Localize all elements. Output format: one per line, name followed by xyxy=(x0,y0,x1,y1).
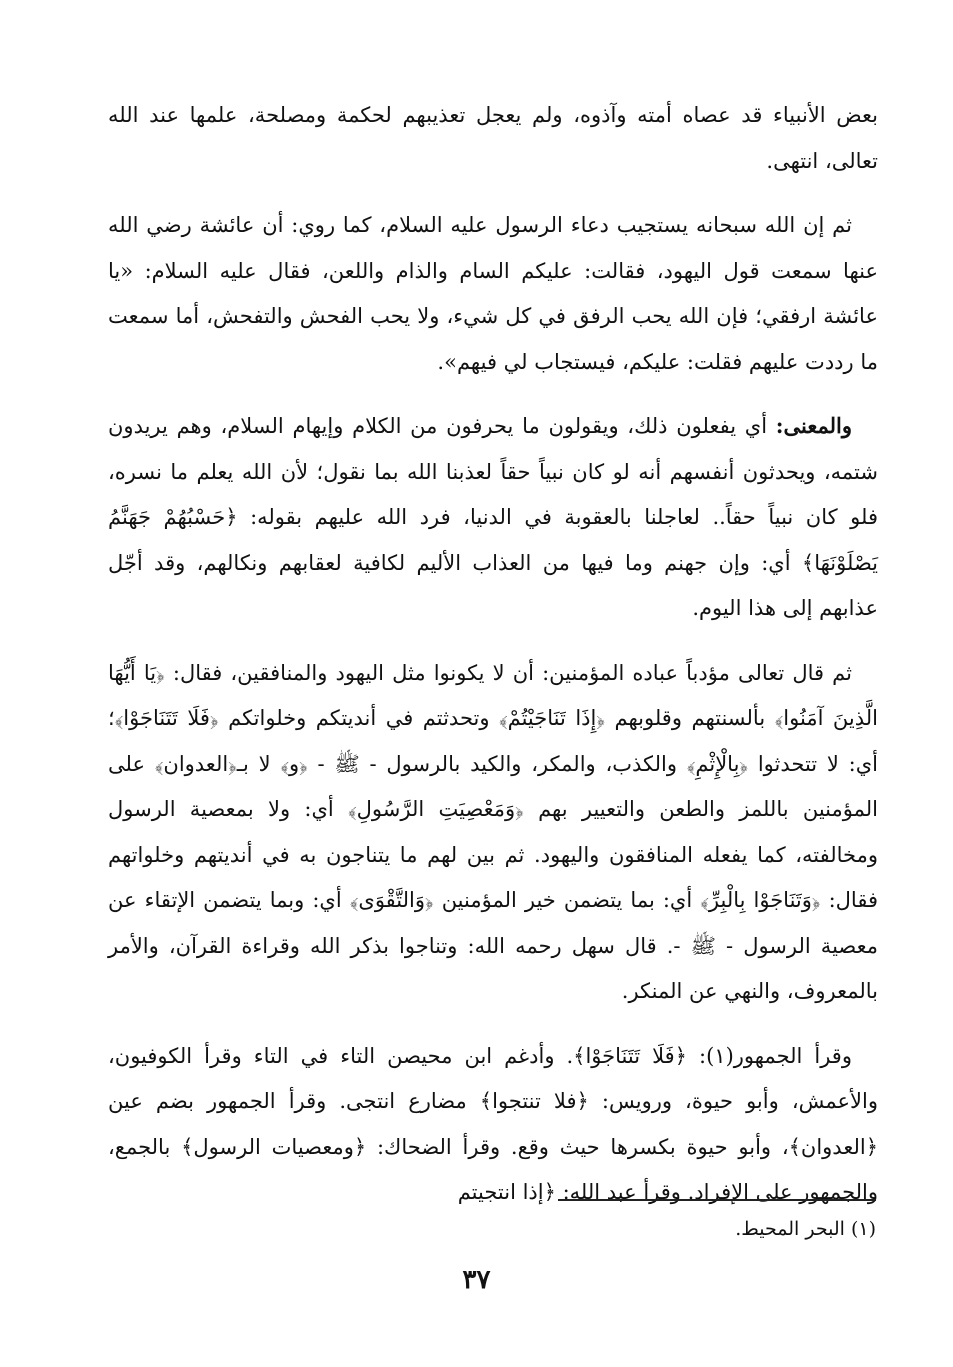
paragraph-1-text: بعض الأنبياء قد عصاه أمته وآذوه، ولم يعجل تعذيبهم لحكمة ومصلحة، علمها عند الله تعالى، انتهى. xyxy=(108,103,878,173)
paragraph-3-lead: والمعنى: xyxy=(775,413,852,438)
paragraph-4 xyxy=(108,650,878,1015)
paragraph-3-text: أي يفعلون ذلك، ويقولون ما يحرفون من الكلام وإيهام السلام، وهم يريدون شتمه، ويحدثون أنفسهم أنه لو كان نبياً حقاً لعذبنا الله بما نقول؛ لأن الله يعلم ما نسره، فلو كان نبياً حقاً.. لعاجلنا بالعقوبة في الدنيا، فرد الله عليهم بقوله: ﴿حَسْبُهُمْ جَهَنَّمُ يَصْلَوْنَهَا﴾ أي: وإن جهنم وما فيها من العذاب الأليم لكافية لعقابهم ونكالهم، وقد أجّل عذابهم إلى هذا اليوم. xyxy=(108,414,878,620)
footnote-separator xyxy=(558,1199,876,1201)
paragraph-3 xyxy=(108,403,878,632)
page-number: ٣٧ xyxy=(462,1265,491,1295)
paragraph-5-text: وقرأ الجمهور(١): ﴿فَلَا تَتَنَاجَوْا﴾. وأدغم ابن محيصن التاء في التاء وقرأ الكوفيون، والأعمش، وأبو حيوة، ورويس: ﴿فلا تنتجوا﴾ مضارع انتجى. وقرأ الجمهور بضم عين ﴿العدوان﴾، وأبو حيوة بكسرها حيث وقع. وقرأ الضحاك: ﴿ومعصيات الرسول﴾ بالجمع، والجمهور على الإفراد. وقرأ عبد الله: ﴿إذا انتجيتم xyxy=(108,1043,878,1204)
footnote: (١) البحر المحيط. xyxy=(735,1218,876,1240)
paragraph-1 xyxy=(108,92,878,184)
paragraph-4-text: ثم قال تعالى مؤدباً عباده المؤمنين: أن لا يكونوا مثل اليهود والمنافقين، فقال: ﴿يَا أَيُّهَا الَّذِينَ آمَنُوا﴾ بألسنتهم وقلوبهم ﴿إِذَا تَنَاجَيْتُمْ﴾ وتحدثتم في أنديتكم وخلواتكم ﴿فَلَا تَتَنَاجَوْا﴾؛ أي: لا تتحدثوا ﴿بِالْإِثْمِ﴾ والكذب، والمكر، والكيد بالرسول - ﷺ - ﴿و﴾ لا بـ﴿العدوان﴾ على المؤمنين باللمز والطعن والتعيير بهم ﴿وَمَعْصِيَتِ الرَّسُولِ﴾ أي: ولا بمعصية الرسول ومخالفته، كما يفعله المنافقون واليهود. ثم بين لهم ما يتناجون به في أنديتهم وخلواتهم فقال: ﴿وَتَنَاجَوْا بِالْبِرِّ﴾ أي: بما يتضمن خير المؤمنين ﴿وَالتَّقْوَى﴾ أي: وبما يتضمن الإتقاء عن معصية الرسول - ﷺ -. قال سهل رحمه الله: وتناجوا بذكر الله وقراءة القرآن، والأمر بالمعروف، والنهي عن المنكر. xyxy=(108,660,878,1003)
main-text-block xyxy=(108,92,878,1234)
paragraph-2-text: ثم إن الله سبحانه يستجيب دعاء الرسول عليه السلام، كما روي: أن عائشة رضي الله عنها سمعت قول اليهود، فقالت: عليكم السام والذام واللعن، فقال عليه السلام: «يا عائشة ارفقي؛ فإن الله يحب الرفق في كل شيء، ولا يحب الفحش والتفحش، أما سمعت ما رددت عليهم فقلت: عليكم، فيستجاب لي فيهم». xyxy=(108,213,878,374)
paragraph-2 xyxy=(108,202,878,385)
paragraph-5 xyxy=(108,1033,878,1216)
